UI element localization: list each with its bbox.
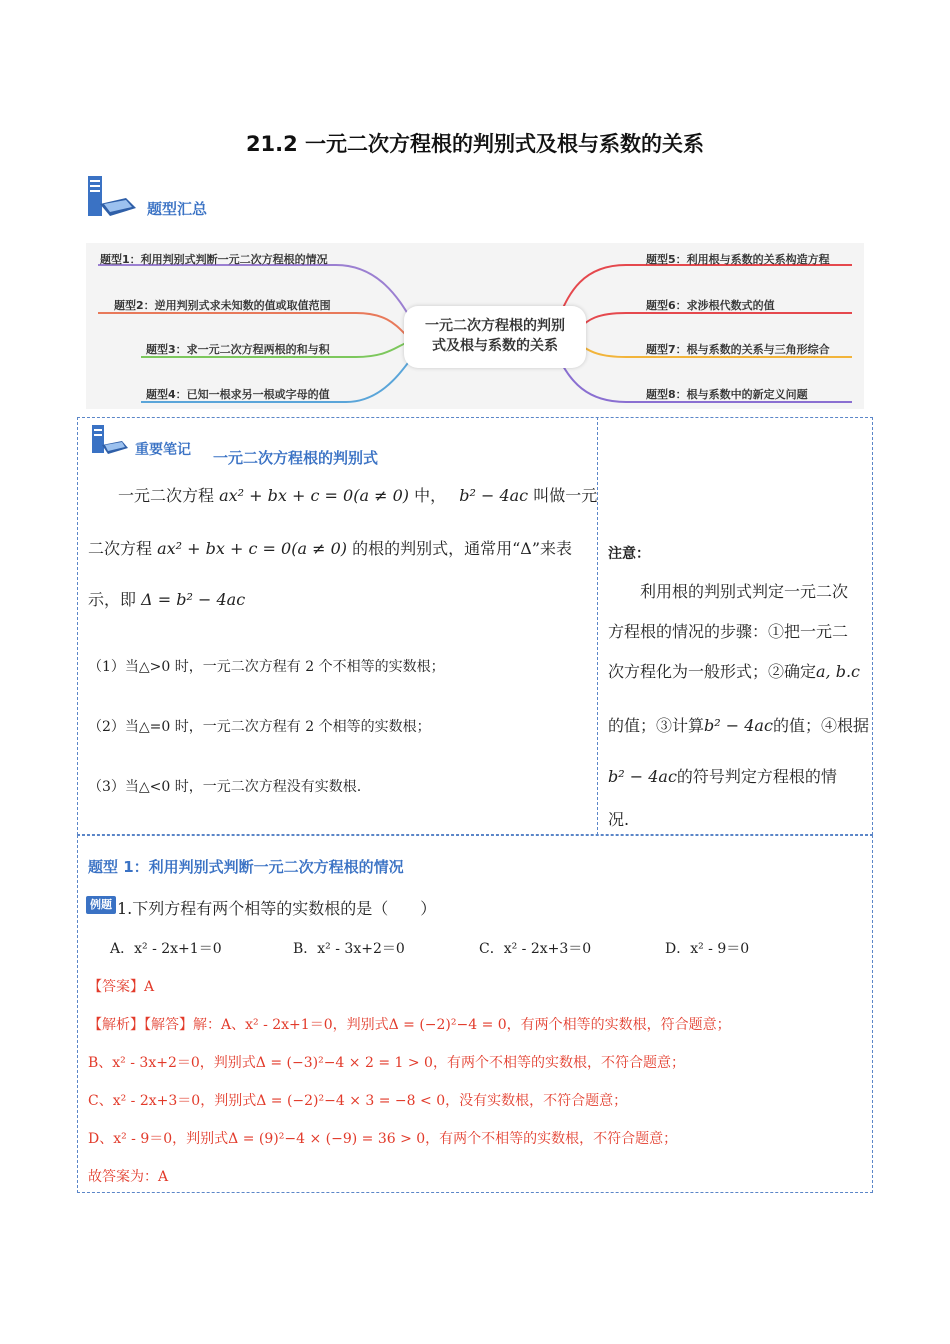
- mindmap-left-item: 题型2：逆用判别式求未知数的值或取值范围: [114, 299, 331, 312]
- side-note-line: 况.: [608, 810, 630, 829]
- text: 二次方程: [88, 539, 153, 558]
- analysis-line: 【解析】【解答】解：A、x² - 2x+1＝0，判别式Δ = (−2)²−4 = 0，有两个相等的实数根，符合题意；: [88, 1017, 731, 1033]
- text: 的值；③计算: [608, 716, 705, 735]
- side-note-line: 的值；③计算b² − 4ac的值；④根据: [608, 716, 869, 735]
- mindmap-left-item: 题型4：已知一根求另一根或字母的值: [146, 388, 330, 401]
- analysis-line: 故答案为：A: [88, 1169, 169, 1185]
- question-stem: 1.下列方程有两个相等的实数根的是（ ）: [117, 899, 437, 918]
- side-note-line: [608, 765, 837, 789]
- mindmap-right-item: 题型6：求涉根代数式的值: [646, 299, 775, 312]
- equation: ax² + bx + c = 0(a ≠ 0): [157, 539, 348, 558]
- side-note-line: 方程根的情况的步骤：①把一元二: [608, 622, 849, 641]
- text: 的符号判定方程根的情: [676, 767, 837, 786]
- notebook-icon: [90, 423, 130, 457]
- text: 一元二次方程: [118, 486, 215, 505]
- case-line: （1）当△>0 时，一元二次方程有 2 个不相等的实数根；: [88, 659, 445, 675]
- mindmap-center: [404, 306, 586, 368]
- coefficients: a, b.c: [816, 662, 861, 681]
- example-badge: 例题: [86, 896, 116, 914]
- question-type-title: 题型 1：利用判别式判断一元二次方程根的情况: [88, 858, 404, 876]
- option-a: A．x² - 2x+1＝0: [110, 941, 222, 957]
- mindmap-right-item: 题型5：利用根与系数的关系构造方程: [646, 253, 830, 266]
- mindmap-center-line: 一元二次方程根的判别: [425, 318, 565, 334]
- analysis-line: C、x² - 2x+3＝0，判别式Δ = (−2)²−4 × 3 = −8 < 0，没有实数根，不符合题意；: [88, 1093, 628, 1109]
- option-b: B．x² - 3x+2＝0: [293, 941, 405, 957]
- notes-label: 重要笔记: [135, 442, 191, 458]
- case-line: （2）当△=0 时，一元二次方程有 2 个相等的实数根；: [88, 719, 431, 735]
- analysis-line: B、x² - 3x+2＝0，判别式Δ = (−3)²−4 × 2 = 1 > 0，有两个不相等的实数根，不符合题意；: [88, 1055, 685, 1071]
- summary-label: 题型汇总: [147, 200, 208, 218]
- analysis-line: D、x² - 9＝0，判别式Δ = (9)²−4 × (−9) = 36 > 0，有两个不相等的实数根，不符合题意；: [88, 1131, 678, 1147]
- mindmap-left-item: 题型1：利用判别式判断一元二次方程根的情况: [100, 253, 328, 266]
- document-title: 21.2 一元二次方程根的判别式及根与系数的关系: [245, 132, 705, 156]
- side-note-line: [608, 660, 860, 684]
- text: 的根的判别式，通常用“Δ”来表: [352, 539, 573, 558]
- equation: Δ = b² − 4ac: [141, 590, 246, 609]
- discriminant-expression: b² − 4ac: [608, 767, 677, 786]
- side-note-title: 注意：: [608, 546, 650, 562]
- discriminant-section-title: 一元二次方程根的判别式: [213, 449, 379, 467]
- mindmap-right-item: 题型7：根与系数的关系与三角形综合: [646, 343, 830, 356]
- text: 示，即: [88, 590, 137, 609]
- case-line: （3）当△<0 时，一元二次方程没有实数根.: [88, 779, 362, 795]
- definition-line-2: [88, 537, 572, 561]
- option-d: D．x² - 9＝0: [665, 941, 750, 957]
- side-note-line: 利用根的判别式判定一元二次: [640, 582, 849, 601]
- text: 中，: [414, 486, 447, 505]
- discriminant-expression: b² − 4ac: [704, 716, 773, 735]
- answer: 【答案】A: [88, 979, 155, 995]
- definition-line-1: [118, 484, 597, 508]
- discriminant-expression: b² − 4ac: [459, 486, 529, 505]
- mindmap-right-item: 题型8：根与系数中的新定义问题: [646, 388, 808, 401]
- mindmap-center-line: 式及根与系数的关系: [432, 338, 558, 354]
- mindmap-left-item: 题型3：求一元二次方程两根的和与积: [146, 343, 330, 356]
- notes-divider: [597, 417, 598, 835]
- text: 叫做一元: [533, 486, 598, 505]
- book-stack-icon: [86, 174, 138, 222]
- definition-line-3: [88, 588, 245, 612]
- text: 次方程化为一般形式；②确定: [608, 662, 817, 681]
- option-c: C．x² - 2x+3＝0: [479, 941, 592, 957]
- equation: ax² + bx + c = 0(a ≠ 0): [219, 486, 410, 505]
